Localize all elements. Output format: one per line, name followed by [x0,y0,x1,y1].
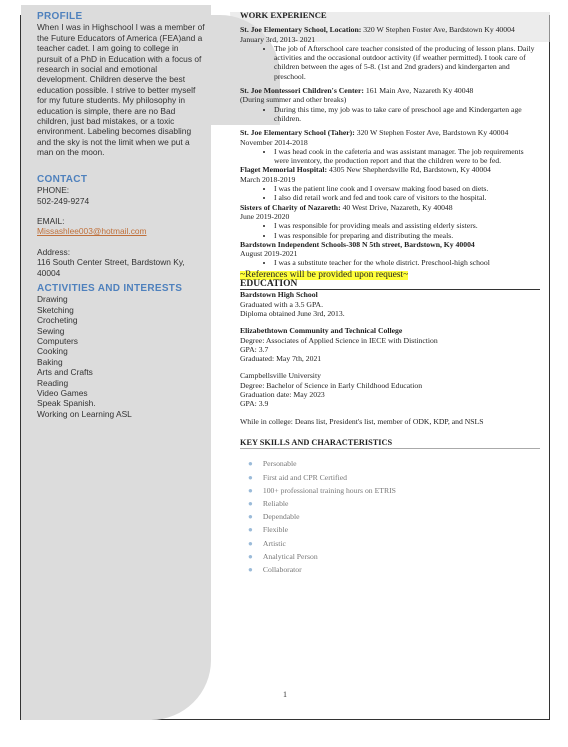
activity-item: Working on Learning ASL [37,408,132,419]
hs-name: Bardstown High School [240,290,318,300]
skill-label: Personable [262,459,297,469]
job-dates: (During summer and other breaks) [240,95,347,105]
skill-item [248,497,540,510]
profile-text: When I was in Highschool I was a member of the Future Educators of America (FEA)and a teacher cadet. I am going to college in pursuit of a PhD in Education with a focus of research in social and emotional development. Children deserve the best education possible. I strive to better myself for my future students. My philosophy in education is simple, there are no Bad children, just bad mistakes, or a toxic environment. Labeling becomes disabling and the sky is not the limit when we put a man on the moon. [37,22,205,158]
references-note: ~References will be provided upon request~ [240,269,409,280]
job-bullet: • I was the patient line cook and I oversaw making food based on diets. [274,184,540,193]
skill-label: Collaborator [262,565,302,575]
job-bullets [240,105,540,124]
skills-list [240,457,540,576]
college-honors: While in college: Deans list, President's list, member of ODK, KDP, and NSLS [240,416,484,426]
cu-line3: GPA: 3.9 [240,399,269,409]
job-dates: March 2018-2019 [240,174,296,184]
job-header: Sisters of Charity of Nazareth: 40 West Drive, Nazareth, Ky 40048 [240,202,453,212]
activity-item: Reading [37,377,69,388]
job-entry [240,240,540,268]
skill-label: Analytical Person [262,551,318,561]
skill-label: Reliable [262,499,289,509]
bullet-dot-icon: ● [248,472,253,482]
job-bullets [240,221,540,240]
job-bullet: • I was a substitute teacher for the whole district. Preschool-high school [274,258,540,267]
ectc-name: Elizabethtown Community and Technical College [240,326,403,336]
skill-label: First aid and CPR Certified [262,472,347,482]
activities-section [37,284,205,419]
contact-section [37,175,205,278]
education-section [240,280,540,426]
left-column [37,12,205,419]
bullet-dot-icon: ● [248,551,253,561]
activity-item: Drawing [37,294,68,305]
address-value: 116 South Center Street, Bardstown Ky, 40004 [37,257,185,278]
cu-line1: Degree: Bachelor of Science in Early Childhood Education [240,380,423,390]
job-dates: January 3rd, 2013- 2021 [240,34,316,44]
bullet-dot-icon: ● [248,459,253,469]
activities-title: ACTIVITIES AND INTERESTS [37,282,183,294]
job-bullets [240,258,540,267]
job-dates: August 2019-2021 [240,249,298,259]
job-header: St. Joe Elementary School, Location: 320 W Stephen Foster Ave, Bardstown Ky 40004 [240,25,515,35]
job-bullet: • During this time, my job was to take care of preschool age and Kindergarten age children. [274,105,540,124]
bullet-dot-icon: ● [248,512,253,522]
contact-title: CONTACT [37,173,88,185]
skill-item [248,537,540,550]
ectc-line3: Graduated: May 7th, 2021 [240,354,322,364]
job-bullets [240,184,540,203]
skill-label: Dependable [262,512,300,522]
activity-item: Sketching [37,304,74,315]
job-entry [240,86,540,123]
activity-item: Sewing [37,325,65,336]
job-bullet: • I was responsible for providing meals and assisting elderly sisters. [274,221,540,230]
job-dates: November 2014-2018 [240,137,308,147]
activity-item: Arts and Crafts [37,367,93,378]
profile-title: PROFILE [37,11,83,22]
activity-item: Cooking [37,346,68,357]
phone-label: PHONE: [37,185,70,196]
skill-item [248,563,540,576]
job-bullet: • I also did retail work and fed and took care of visitors to the hospital. [274,193,540,202]
skill-item [248,510,540,523]
work-experience-list [240,25,540,267]
skill-label: Flexible [262,525,289,535]
job-header: St. Joe Elementary School (Taher): 320 W Stephen Foster Ave, Bardstown Ky 40004 [240,128,509,138]
work-experience-title: WORK EXPERIENCE [240,10,327,20]
skill-item [248,550,540,563]
job-header: Flaget Memorial Hospital: 4305 New Shepherdsville Rd, Bardstown, Ky 40004 [240,165,491,175]
activity-item: Crocheting [37,315,78,326]
job-bullet: • I was responsible for preparing and distributing the meals. [274,231,540,240]
bullet-dot-icon: ● [248,499,253,509]
skill-item [248,523,540,536]
right-column [240,11,540,576]
job-header: St. Joe Montessori Children's Center: 161 Main Ave, Nazareth Ky 40048 [240,86,474,96]
phone-value: 502-249-9274 [37,195,90,206]
job-bullets [240,147,540,166]
bullet-dot-icon: ● [248,525,253,535]
activity-item: Baking [37,356,63,367]
cu-line2: Graduation date: May 2023 [240,389,325,399]
job-entry [240,25,540,81]
bullet-dot-icon: ● [248,565,253,575]
email-link[interactable]: Missashlee003@hotmail.com [37,226,147,237]
skill-label: 100+ professional training hours on ETRIS [262,485,396,495]
hs-line2: Diploma obtained June 3rd, 2013. [240,308,345,318]
job-header: Bardstown Independent Schools-308 N 5th street, Bardstown, Ky 40004 [240,239,475,249]
ectc-line1: Degree: Associates of Applied Science in IECE with Distinction [240,335,438,345]
page-number: 1 [283,690,287,699]
address-label: Address: [37,246,71,257]
job-entry [240,203,540,240]
job-bullets [240,44,540,81]
skill-item [248,457,540,470]
job-entry [240,128,540,165]
skill-item [248,471,540,484]
job-bullet: • The job of Afterschool care teacher consisted of the producing of lesson plans. Daily activities and the occasional outdoor activity (if weather permitted). I took care of children between the ages of 5-8. (1st and 2nd graders) and kindergarten and preschool. [274,44,540,81]
activity-item: Speak Spanish. [37,398,96,409]
skill-label: Artistic [262,538,286,548]
hs-line1: Graduated with a 3.5 GPA. [240,299,323,309]
job-entry [240,165,540,202]
activity-item: Computers [37,335,78,346]
bullet-dot-icon: ● [248,538,253,548]
education-title: EDUCATION [240,280,540,290]
bullet-dot-icon: ● [248,485,253,495]
skill-item [248,484,540,497]
ectc-line2: GPA: 3.7 [240,344,269,354]
job-dates: June 2019-2020 [240,211,290,221]
job-bullet: • I was head cook in the cafeteria and was assistant manager. The job requirements were inventory, the production report and that the children were to be fed. [274,147,540,166]
skills-title: KEY SKILLS AND CHARACTERISTICS [240,438,540,449]
email-label: EMAIL: [37,215,65,226]
activity-item: Video Games [37,388,88,398]
activities-list [37,294,205,419]
cu-name: Campbellsville University [240,371,321,381]
